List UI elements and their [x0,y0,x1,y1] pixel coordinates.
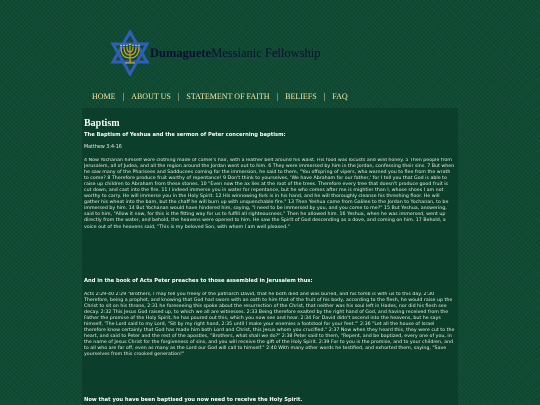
nav-separator: | [177,92,180,101]
section-subtitle: The Baptism of Yeshua and the sermon of Peter concerning baptism: [84,132,286,138]
content-panel [82,108,458,405]
nav-statement-of-faith[interactable]: STATEMENT OF FAITH [186,92,270,101]
site-name-bold: Dumaguete [150,46,212,60]
nav-faq[interactable]: FAQ [332,92,348,101]
site-header [82,22,458,78]
nav-beliefs[interactable]: BELIEFS [285,92,317,101]
holy-spirit-heading: Now that you have been baptised you now need to receive the Holy Spirit. [84,397,303,403]
site-name-rest: Messianic Fellowship [211,46,321,60]
scripture-paragraph-matthew: 4 Now Yochanan himself wore clothing made of camel's hair, with a leather belt around his waist. His food was locusts and wild honey. 5 Then people from Jerusalem, all of Judea, and all the region around the Jordan went out to him. 6 They were immersed by him in the Jordan, confessing their sins. 7 But when he saw many of the Pharisees and Sadducees coming for the immersion, he said to them, "You offspring of vipers, who warned you to flee from the wrath to come? 8 Therefore produce fruit worthy of repentance! 9 Don't think to yourselves, 'We have Abraham for our father,' for I tell you that God is able to raise up children to Abraham from these stones. 10 "Even now the ax lies at the root of the trees. Therefore every tree that doesn't produce good fruit is cut down, and cast into the fire. 11 I indeed immerse you in water for repentance, but he who comes after me is mightier than I, whose shoes I am not worthy to carry. He will immerse you in the Holy Spirit. 12 His winnowing fork is in his hand, and he will thoroughly cleanse his threshing floor. He will gather his wheat into the barn, but the chaff he will burn up with unquenchable fire." 13 Then Yeshua came from Galilee to the Jordan to Yochanan, to be immersed by him. 14 But Yochanan would have hindered him, saying, "I need to be immersed by you, and you come to me?" 15 But Yeshua, answering, said to him, "Allow it now, for this is the fitting way for us to fulfill all righteousness." Then he allowed him. 16 Yeshua, when he was immersed, went up directly from the water, and behold, the heavens were opened to him. He saw the Spirit of God descending as a dove, and coming on him. 17 Behold, a voice out of the heavens said, "This is my beloved Son, with whom I am well pleased." [84,158,455,230]
acts-intro-heading: And in the book of Acts Peter preaches to those assembled in Jerusalem thus: [84,278,313,284]
scripture-paragraph-acts: Acts 2:29-40 2:29 "Brothers, I may tell you freely of the patriarch David, that he both died and was buried, and his tomb is with us to this day. 2:30 Therefore, being a prophet, and knowing that God had sworn with an oath to him that of the fruit of his body, according to the flesh, he would raise up the Christ to sit on his throne, 2:31 he foreseeing this spoke about the resurrection of the Christ, that neither was his soul left in Hades, nor did his flesh see decay. 2:32 This Jesus God raised up, to which we all are witnesses. 2:33 Being therefore exalted by the right hand of God, and having received from the Father the promise of the Holy Spirit, he has poured out this, which you now see and hear. 2:34 For David didn't ascend into the heavens, but he says himself, 'The Lord said to my Lord, "Sit by my right hand, 2:35 until I make your enemies a footstool for your feet."' 2:36 "Let all the house of Israel therefore know certainly that God has made him both Lord and Christ, this Jesus whom you crucified." 2:37 Now when they heard this, they were cut to the heart, and said to Peter and the rest of the apostles, "Brothers, what shall we do?" 2:38 Peter said to them, "Repent, and be baptized, every one of you, in the name of Jesus Christ for the forgiveness of sins, and you will receive the gift of the Holy Spirit. 2:39 For to you is the promise, and to your children, and to all who are far off, even as many as the Lord our God will call to himself." 2:40 With many other words he testified, and exhorted them, saying, "Save yourselves from this crooked generation!" [84,292,455,358]
page-title: Baptism [84,118,120,129]
nav-separator: | [276,92,279,101]
nav-separator: | [122,92,125,101]
scripture-reference: Matthew 3:4-16 [84,145,122,150]
nav-home[interactable]: HOME [92,92,116,101]
site-name [150,46,320,61]
main-nav [92,92,452,104]
nav-about-us[interactable]: ABOUT US [131,92,171,101]
menorah-star-of-david-icon[interactable] [110,30,150,76]
nav-separator: | [323,92,326,101]
page [82,0,458,405]
